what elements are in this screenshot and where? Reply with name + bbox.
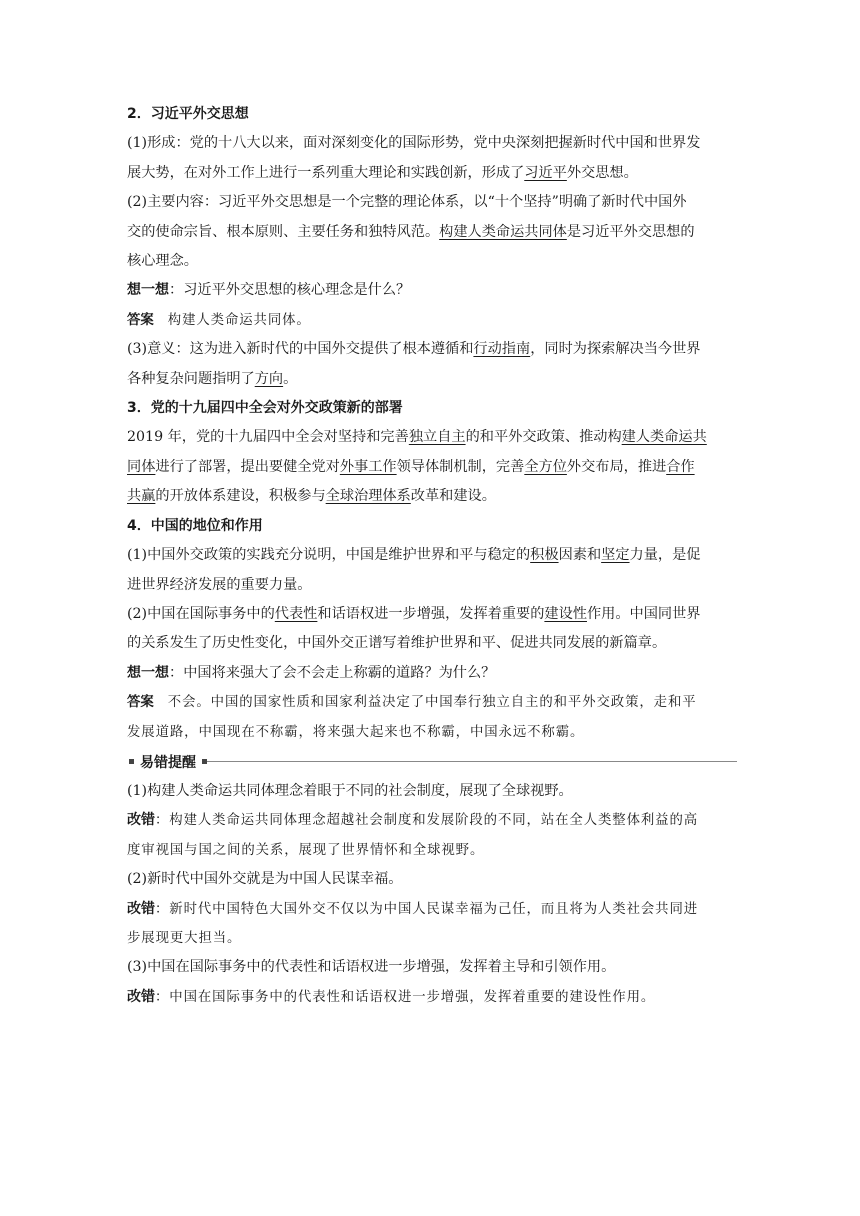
underlined-term: 外事工作	[339, 458, 397, 475]
text: 外交布局，推进	[566, 458, 667, 475]
think-answer-1	[127, 306, 737, 335]
text: 各种复杂问题指明了	[127, 370, 255, 387]
underlined-term: 全方位	[524, 458, 567, 475]
underlined-term: 坚定	[601, 547, 630, 564]
error-correction-2-line-1	[127, 895, 737, 924]
error-reminder-divider	[127, 747, 737, 777]
underlined-term: 积极	[530, 547, 559, 564]
role-p1-line-2: 进世界经济发展的重要力量。	[127, 576, 312, 593]
document-content	[127, 100, 737, 1012]
underlined-term: 合作	[666, 458, 695, 475]
text: ，同时为探索解决当今世界	[530, 341, 701, 358]
formation-line-1: (1)形成：党的十八大以来，面对深刻变化的国际形势，党中央深刻把握新时代中国和世界发	[127, 135, 701, 152]
underlined-term: 行动指南	[473, 341, 531, 358]
section-3-line-3	[127, 482, 737, 511]
think-label: 想一想	[127, 664, 169, 681]
role-p2-line-2: 的关系发生了历史性变化，中国外交正谱写着维护世界和平、促进共同发展的新篇章。	[127, 635, 667, 652]
answer-label: 答案	[127, 695, 154, 711]
text: 改革和建设。	[410, 488, 496, 505]
error-statement-2: (2)新时代中国外交就是为中国人民谋幸福。	[127, 871, 403, 888]
error-correction-1-line-2: 度审视国与国之间的关系，展现了世界情怀和全球视野。	[127, 842, 485, 858]
underlined-term: 习近平	[524, 164, 567, 181]
section-3-heading: 3．党的十九届四中全会对外交政策新的部署	[127, 400, 403, 417]
correction-text: ：构建人类命运共同体理念超越社会制度和发展阶段的不同，站在全人类整体利益的高	[155, 813, 699, 829]
meaning-line-2	[127, 365, 737, 394]
text: 交的使命宗旨、根本原则、主要任务和独特风范。	[127, 223, 440, 240]
content-line-1: (2)主要内容：习近平外交思想是一个完整的理论体系，以“十个坚持”明确了新时代中国外	[127, 194, 687, 211]
meaning-line-1	[127, 335, 737, 364]
text: 。	[283, 370, 298, 387]
text: 力量，是促	[629, 547, 701, 564]
section-3-line-1	[127, 423, 737, 452]
correction-label: 改错	[127, 812, 155, 829]
text: 和话语权进一步增强，发挥着重要的	[317, 605, 545, 622]
correction-text: ：中国在国际事务中的代表性和话语权进一步增强，发挥着重要的建设性作用。	[155, 989, 656, 1005]
think-question-text: ：习近平外交思想的核心理念是什么？	[169, 282, 411, 299]
role-p2-line-1	[127, 600, 737, 629]
text: 作用。中国同世界	[586, 605, 701, 622]
text: 2019 年，党的十九届四中全会对坚持和完善	[127, 429, 409, 446]
text: 的和平外交政策、推动构	[465, 429, 622, 446]
underlined-term: 建设性	[544, 605, 587, 622]
text: (1)中国外交政策的实践充分说明，中国是维护世界和平与稳定的	[127, 547, 531, 564]
underlined-term: 独立自主	[408, 429, 466, 446]
text: 领导体制机制，完善	[396, 458, 525, 475]
think-question-1	[127, 276, 737, 305]
think-label: 想一想	[127, 282, 169, 299]
answer-label: 答案	[127, 312, 154, 328]
think-question-2	[127, 659, 737, 688]
underlined-term: 方向	[254, 370, 284, 387]
underlined-term: 代表性	[274, 605, 318, 622]
error-correction-2-line-2: 步展现更大担当。	[127, 930, 242, 946]
content-line-2	[127, 218, 737, 247]
text: 展大势，在对外工作上进行一系列重大理论和实践创新，形成了	[127, 164, 525, 181]
underlined-term: 全球治理体系	[325, 488, 411, 505]
divider-line	[207, 761, 737, 762]
underlined-term: 同体	[127, 458, 156, 475]
correction-label: 改错	[127, 988, 155, 1005]
underlined-term: 建人类命运共	[621, 429, 707, 446]
error-correction-3-line-1	[127, 983, 737, 1012]
error-correction-1-line-1	[127, 806, 737, 835]
section-4-heading: 4．中国的地位和作用	[127, 517, 263, 534]
error-statement-1: (1)构建人类命运共同体理念着眼于不同的社会制度，展现了全球视野。	[127, 782, 573, 799]
formation-line-2	[127, 159, 737, 188]
think-question-text: ：中国将来强大了会不会走上称霸的道路？为什么？	[169, 664, 496, 681]
answer-text: 构建人类命运共同体。	[167, 312, 311, 328]
section-2-heading: 2．习近平外交思想	[127, 106, 249, 122]
text: 外交思想。	[566, 164, 638, 181]
think-answer-2-line-2: 发展道路，中国现在不称霸，将来强大起来也不称霸，中国永远不称霸。	[127, 724, 585, 740]
text: 因素和	[558, 547, 602, 564]
underlined-term: 构建人类命运共同体	[439, 223, 567, 240]
text: (3)意义：这为进入新时代的中国外交提供了根本遵循和	[127, 341, 474, 358]
content-line-3: 核心理念。	[127, 253, 198, 270]
correction-text: ：新时代中国特色大国外交不仅以为中国人民谋幸福为己任，而且将为人类社会共同进	[155, 901, 699, 917]
square-bullet-icon	[129, 759, 134, 764]
correction-label: 改错	[127, 900, 155, 917]
text: 是习近平外交思想的	[566, 223, 695, 240]
think-answer-2-line-1	[127, 688, 737, 717]
answer-text: 不会。中国的国家性质和国家利益决定了中国奉行独立自主的和平外交政策，走和平	[167, 695, 697, 711]
section-3-line-2	[127, 453, 737, 482]
error-reminder-title: 易错提醒	[140, 754, 196, 771]
text: (2)中国在国际事务中的	[127, 605, 275, 622]
text: 进行了部署，提出要健全党对	[155, 458, 340, 475]
error-statement-3: (3)中国在国际事务中的代表性和话语权进一步增强，发挥着主导和引领作用。	[127, 959, 616, 976]
text: 的开放体系建设，积极参与	[155, 488, 326, 505]
underlined-term: 共赢	[127, 488, 156, 505]
role-p1-line-1	[127, 541, 737, 570]
